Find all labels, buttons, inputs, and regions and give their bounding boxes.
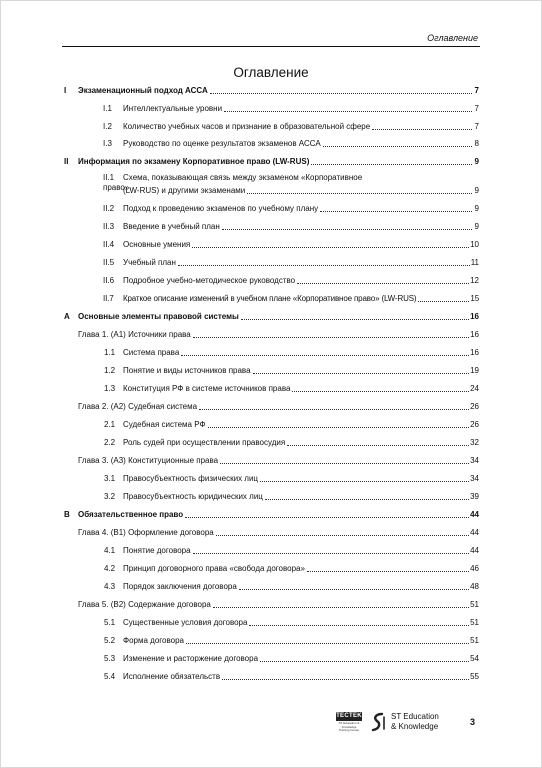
toc-section-i[interactable] bbox=[64, 84, 479, 96]
toc-leader bbox=[297, 283, 469, 284]
toc-page: 12 bbox=[470, 276, 479, 285]
toc-leader bbox=[372, 129, 472, 130]
toc-num: 1.3 bbox=[104, 384, 116, 393]
toc-entry-4-1[interactable] bbox=[104, 544, 479, 556]
toc-entry-i-3[interactable] bbox=[103, 137, 479, 149]
toc-text: Принцип договорного права «свобода договора» bbox=[123, 564, 305, 573]
toc-entry-ii-3[interactable] bbox=[103, 220, 479, 232]
toc-entry-4-3[interactable] bbox=[104, 580, 479, 592]
toc-num: II.4 bbox=[103, 240, 115, 249]
toc-text: Краткое описание изменений в учебном плане «Корпоративное право» (LW-RUS) bbox=[123, 294, 417, 303]
toc-num: 5.4 bbox=[104, 672, 116, 681]
toc-text: Судебная система РФ bbox=[123, 420, 206, 429]
toc-entry-ii-7[interactable] bbox=[103, 292, 479, 304]
toc-chapter-3[interactable] bbox=[78, 454, 479, 466]
toc-leader bbox=[307, 571, 469, 572]
toc-entry-i-2[interactable] bbox=[103, 120, 479, 132]
toc-leader bbox=[287, 445, 469, 446]
toc-num: 3.1 bbox=[104, 474, 116, 483]
toc-num: II.6 bbox=[103, 276, 115, 285]
toc-text: Порядок заключения договора bbox=[123, 582, 237, 591]
toc-page: 32 bbox=[470, 438, 479, 447]
toc-section-ii[interactable] bbox=[64, 155, 479, 167]
toc-page: 15 bbox=[470, 294, 479, 303]
toc-text: Подробное учебно-методическое руководство bbox=[123, 276, 296, 285]
toc-leader bbox=[320, 211, 472, 212]
toc-leader bbox=[216, 535, 469, 536]
toc-leader bbox=[265, 499, 469, 500]
toc-chapter-4[interactable] bbox=[78, 526, 479, 538]
toc-page: 16 bbox=[470, 348, 479, 357]
toc-page: 34 bbox=[470, 474, 479, 483]
toc-num: 4.2 bbox=[104, 564, 116, 573]
toc-text: Роль судей при осуществлении правосудия bbox=[123, 438, 286, 447]
toc-leader bbox=[323, 146, 472, 147]
toc-num: II bbox=[64, 157, 69, 166]
toc-leader bbox=[239, 589, 469, 590]
toc-page: 9 bbox=[474, 222, 479, 231]
toc-text: Учебный план bbox=[123, 258, 176, 267]
toc-page: 19 bbox=[470, 366, 479, 375]
toc-section-a[interactable] bbox=[64, 310, 479, 322]
toc-text: Форма договора bbox=[123, 636, 184, 645]
toc-page: 8 bbox=[474, 139, 479, 148]
toc-num: 5.1 bbox=[104, 618, 116, 627]
toc-page: 16 bbox=[470, 330, 479, 339]
toc-page: 44 bbox=[470, 546, 479, 555]
toc-entry-4-2[interactable] bbox=[104, 562, 479, 574]
toc-num: II.1 bbox=[103, 173, 115, 182]
toc-page: 24 bbox=[470, 384, 479, 393]
toc-entry-5-2[interactable] bbox=[104, 634, 479, 646]
toc-num: 2.1 bbox=[104, 420, 116, 429]
toc-num: I.1 bbox=[103, 104, 112, 113]
toc-leader bbox=[210, 93, 472, 94]
toc-page: 54 bbox=[470, 654, 479, 663]
toc-page: 7 bbox=[474, 86, 479, 95]
toc-entry-5-4[interactable] bbox=[104, 670, 479, 682]
toc-section-b[interactable] bbox=[64, 508, 479, 520]
toc-leader bbox=[418, 301, 469, 302]
toc-entry-3-1[interactable] bbox=[104, 472, 479, 484]
toc-page: 10 bbox=[470, 240, 479, 249]
toc-num: B bbox=[64, 510, 70, 519]
toc-page: 9 bbox=[474, 157, 479, 166]
toc-leader bbox=[181, 355, 469, 356]
toc-leader bbox=[193, 337, 469, 338]
toc-entry-1-2[interactable] bbox=[104, 364, 479, 376]
toc-text: Правосубъектность физических лиц bbox=[123, 474, 259, 483]
toc-leader bbox=[222, 679, 469, 680]
toc-leader bbox=[213, 607, 469, 608]
toc-leader bbox=[241, 319, 469, 320]
toc-text: Понятие и виды источников права bbox=[123, 366, 251, 375]
st-swirl-icon bbox=[370, 712, 388, 732]
toc-text: Глава 3. (A3) Конституционные права bbox=[78, 456, 219, 465]
tectek-logo-text: TECTEK bbox=[336, 713, 362, 719]
toc-leader bbox=[222, 229, 472, 230]
toc-text: Обязательственное право bbox=[78, 510, 184, 519]
toc-text: Понятие договора bbox=[123, 546, 191, 555]
toc-num: I.2 bbox=[103, 122, 112, 131]
toc-entry-3-2[interactable] bbox=[104, 490, 479, 502]
toc-page: 51 bbox=[470, 600, 479, 609]
toc-page: 26 bbox=[470, 402, 479, 411]
toc-page: 39 bbox=[470, 492, 479, 501]
toc-leader bbox=[260, 661, 469, 662]
toc-entry-i-1[interactable] bbox=[103, 102, 479, 114]
st-logo-line1: ST Education bbox=[391, 712, 439, 721]
toc-page: 55 bbox=[470, 672, 479, 681]
toc-text: Основные умения bbox=[123, 240, 191, 249]
toc-num: A bbox=[64, 312, 70, 321]
toc-chapter-5[interactable] bbox=[78, 598, 479, 610]
toc-num: II.5 bbox=[103, 258, 115, 267]
st-logo-line2: & Knowledge bbox=[391, 722, 439, 731]
toc-num: 5.3 bbox=[104, 654, 116, 663]
toc-text: (LW-RUS) и другими экзаменами bbox=[123, 186, 246, 195]
toc-leader bbox=[247, 193, 472, 194]
toc-num: I bbox=[64, 86, 67, 95]
toc-text: Информация по экзамену Корпоративное право (LW-RUS) bbox=[78, 157, 310, 166]
toc-entry-1-1[interactable] bbox=[104, 346, 479, 358]
toc-leader bbox=[292, 391, 469, 392]
toc-leader bbox=[224, 111, 472, 112]
toc-text: Количество учебных часов и признание в образовательной сфере bbox=[123, 122, 371, 131]
toc-text: Исполнение обязательств bbox=[123, 672, 221, 681]
toc-entry-ii-6[interactable] bbox=[103, 274, 479, 286]
toc-text: Существенные условия договора bbox=[123, 618, 248, 627]
toc-text: Конституция РФ в системе источников права bbox=[123, 384, 291, 393]
toc-text: Интеллектуальные уровни bbox=[123, 104, 223, 113]
toc-entry-ii-1-line2[interactable] bbox=[123, 184, 479, 196]
header-rule bbox=[62, 46, 480, 47]
toc-entry-5-3[interactable] bbox=[104, 652, 479, 664]
toc-text: Основные элементы правовой системы bbox=[78, 312, 239, 321]
toc-page: 46 bbox=[470, 564, 479, 573]
toc-page: 51 bbox=[470, 636, 479, 645]
toc-page: 44 bbox=[470, 510, 479, 519]
toc-leader bbox=[260, 481, 469, 482]
toc-text: Руководство по оценке результатов экзаменов АССА bbox=[123, 139, 321, 148]
tectek-logo-subtitle: ST Education & Knowledge Training Center bbox=[338, 721, 360, 732]
st-education-logo bbox=[370, 711, 450, 735]
toc-text: Подход к проведению экзаменов по учебному плану bbox=[123, 204, 319, 213]
toc-entry-ii-5[interactable] bbox=[103, 256, 479, 268]
toc-text: Система права bbox=[123, 348, 180, 357]
toc-page: 9 bbox=[474, 204, 479, 213]
toc-text: Введение в учебный план bbox=[123, 222, 220, 231]
toc-chapter-1[interactable] bbox=[78, 328, 479, 340]
page-number: 3 bbox=[470, 717, 476, 727]
toc-page: 7 bbox=[474, 122, 479, 131]
toc-leader bbox=[311, 164, 472, 165]
toc-text: Глава 4. (B1) Оформление договора bbox=[78, 528, 214, 537]
toc-entry-ii-2[interactable] bbox=[103, 202, 479, 214]
toc-leader bbox=[192, 247, 469, 248]
toc-leader bbox=[220, 463, 469, 464]
toc-num: 3.2 bbox=[104, 492, 116, 501]
toc-leader bbox=[253, 373, 470, 374]
toc-page: 7 bbox=[474, 104, 479, 113]
toc-leader bbox=[185, 517, 469, 518]
toc-page: 16 bbox=[470, 312, 479, 321]
toc-page: 48 bbox=[470, 582, 479, 591]
toc-leader bbox=[249, 625, 469, 626]
toc-text: Изменение и расторжение договора bbox=[123, 654, 259, 663]
toc-chapter-2[interactable] bbox=[78, 400, 479, 412]
toc-text: Правосубъектность юридических лиц bbox=[123, 492, 263, 501]
toc-leader bbox=[178, 265, 470, 266]
toc-leader bbox=[199, 409, 469, 410]
toc-text: Глава 1. (A1) Источники права bbox=[78, 330, 191, 339]
toc-page: 11 bbox=[470, 258, 479, 267]
toc-page: 9 bbox=[474, 186, 479, 195]
toc-num: 2.2 bbox=[104, 438, 116, 447]
toc-title: Оглавление bbox=[233, 65, 309, 80]
toc-text: Схема, показывающая связь между экзаменом «Корпоративное право» bbox=[103, 173, 363, 192]
toc-text: Глава 2. (A2) Судебная система bbox=[78, 402, 198, 411]
toc-page: 44 bbox=[470, 528, 479, 537]
toc-page: 34 bbox=[470, 456, 479, 465]
toc-leader bbox=[193, 553, 470, 554]
toc-num: II.7 bbox=[103, 294, 114, 303]
tectek-logo bbox=[336, 712, 362, 732]
toc-num: 4.3 bbox=[104, 582, 116, 591]
toc-num: 1.2 bbox=[104, 366, 116, 375]
toc-text: Глава 5. (B2) Содержание договора bbox=[78, 600, 211, 609]
toc-page: 51 bbox=[470, 618, 479, 627]
running-header: Оглавление bbox=[427, 33, 478, 43]
toc-leader bbox=[208, 427, 470, 428]
toc-entry-ii-4[interactable] bbox=[103, 238, 479, 250]
toc-num: I.3 bbox=[103, 139, 112, 148]
toc-num: 5.2 bbox=[104, 636, 116, 645]
toc-entry-5-1[interactable] bbox=[104, 616, 479, 628]
toc-page: 26 bbox=[470, 420, 479, 429]
toc-num: II.2 bbox=[103, 204, 115, 213]
toc-text: Экзаменационный подход АССА bbox=[78, 86, 208, 95]
toc-leader bbox=[186, 643, 469, 644]
toc-entry-2-1[interactable] bbox=[104, 418, 479, 430]
toc-num: II.3 bbox=[103, 222, 115, 231]
toc-num: 1.1 bbox=[104, 348, 116, 357]
toc-entry-1-3[interactable] bbox=[104, 382, 479, 394]
toc-entry-2-2[interactable] bbox=[104, 436, 479, 448]
toc-num: 4.1 bbox=[104, 546, 116, 555]
